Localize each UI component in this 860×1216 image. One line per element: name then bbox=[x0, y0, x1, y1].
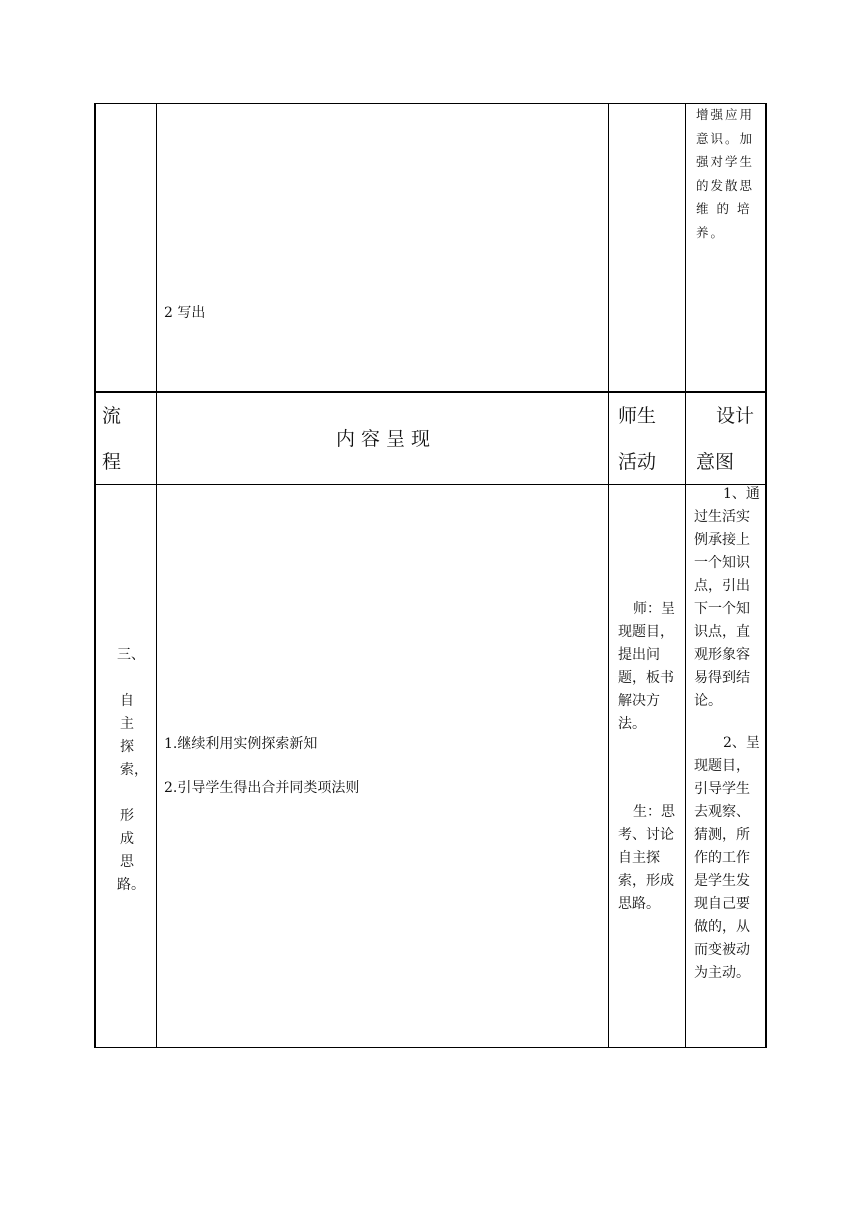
flow-line: 索， bbox=[120, 762, 148, 778]
flow-line-spacer bbox=[117, 667, 147, 690]
design-line: 增强应用 bbox=[696, 107, 755, 122]
design-line: 去观察、 bbox=[694, 804, 750, 820]
section3-flow bbox=[117, 644, 147, 897]
teacher-line: 现题目， bbox=[618, 624, 674, 640]
design-line: 论。 bbox=[694, 693, 722, 709]
column-divider-2 bbox=[608, 103, 609, 1048]
header-flow-line1: 流 bbox=[102, 405, 122, 427]
design-line: 过生活实 bbox=[694, 509, 750, 525]
design-line: 1、通 bbox=[723, 486, 760, 502]
student-activity bbox=[618, 801, 684, 916]
design-line: 现自己要 bbox=[694, 896, 750, 912]
flow-line: 路。 bbox=[117, 877, 145, 893]
design-line: 点，引出 bbox=[694, 578, 750, 594]
header-design-line1: 设计 bbox=[716, 405, 755, 427]
teacher-line: 法。 bbox=[618, 716, 646, 732]
design-line: 下一个知 bbox=[694, 601, 750, 617]
teacher-activity bbox=[618, 598, 684, 736]
table-bottom-border bbox=[94, 1047, 767, 1048]
content-item-2: 2.引导学生得出合并同类项法则 bbox=[164, 780, 360, 796]
teacher-line: 师：呈 bbox=[633, 601, 675, 617]
design-line: 意识。加 bbox=[696, 130, 755, 146]
flow-line: 成 bbox=[120, 831, 134, 847]
design-line: 一个知识 bbox=[694, 555, 750, 571]
student-line: 考、讨论 bbox=[618, 827, 674, 843]
content-item-1: 1.继续利用实例探索新知 bbox=[164, 736, 318, 752]
design-line: 例承接上 bbox=[694, 532, 750, 548]
design-line: 强对学生 bbox=[696, 154, 755, 169]
header-activity-line2: 活动 bbox=[618, 451, 657, 473]
design-line: 养。 bbox=[696, 224, 726, 240]
design-line: 猜测，所 bbox=[694, 827, 750, 843]
header-activity-line1: 师生 bbox=[618, 405, 657, 427]
content-text-write: 2 写出 bbox=[164, 305, 206, 321]
design-line: 引导学生 bbox=[694, 781, 750, 797]
design-line: 易得到结 bbox=[694, 670, 750, 686]
header-content-title: 内 容 呈 现 bbox=[335, 428, 431, 450]
flow-line: 形 bbox=[120, 808, 134, 824]
flow-line: 主 bbox=[120, 716, 134, 732]
design-line: 识点，直 bbox=[694, 624, 750, 640]
student-line: 自主探 bbox=[618, 850, 660, 866]
teacher-line: 题，板书 bbox=[618, 670, 674, 686]
design-line: 2、呈 bbox=[723, 735, 760, 751]
design-intent-top bbox=[696, 103, 762, 244]
design-line: 做的，从 bbox=[694, 919, 750, 935]
design-line: 的发散思 bbox=[696, 177, 755, 193]
header-flow-line2: 程 bbox=[102, 451, 122, 473]
design-line: 为主动。 bbox=[694, 965, 750, 981]
student-line: 索，形成 bbox=[618, 873, 674, 889]
flow-line: 探 bbox=[120, 739, 134, 755]
design-line: 是学生发 bbox=[694, 873, 750, 889]
flow-line-spacer bbox=[117, 782, 147, 805]
table-left-border bbox=[94, 103, 96, 1048]
header-bottom-border bbox=[94, 484, 767, 485]
column-divider-1 bbox=[156, 103, 157, 1048]
table-top-border bbox=[94, 103, 767, 104]
design-intent-1 bbox=[694, 483, 764, 713]
header-top-border bbox=[94, 391, 767, 393]
design-line: 观形象容 bbox=[694, 647, 750, 663]
flow-line: 思 bbox=[120, 854, 134, 870]
design-line: 而变被动 bbox=[694, 942, 750, 958]
header-design-line2: 意图 bbox=[696, 451, 735, 473]
flow-line: 三、 bbox=[117, 647, 145, 663]
design-line: 现题目， bbox=[694, 758, 750, 774]
table-right-border bbox=[765, 103, 767, 1048]
design-intent-2 bbox=[694, 732, 764, 985]
teacher-line: 提出问 bbox=[618, 647, 660, 663]
flow-line: 自 bbox=[120, 693, 134, 709]
column-divider-3 bbox=[685, 103, 686, 1048]
design-line: 维 的 培 bbox=[696, 201, 752, 216]
student-line: 思路。 bbox=[618, 896, 660, 912]
teacher-line: 解决方 bbox=[618, 693, 660, 709]
student-line: 生：思 bbox=[633, 804, 675, 820]
design-line: 作的工作 bbox=[694, 850, 750, 866]
